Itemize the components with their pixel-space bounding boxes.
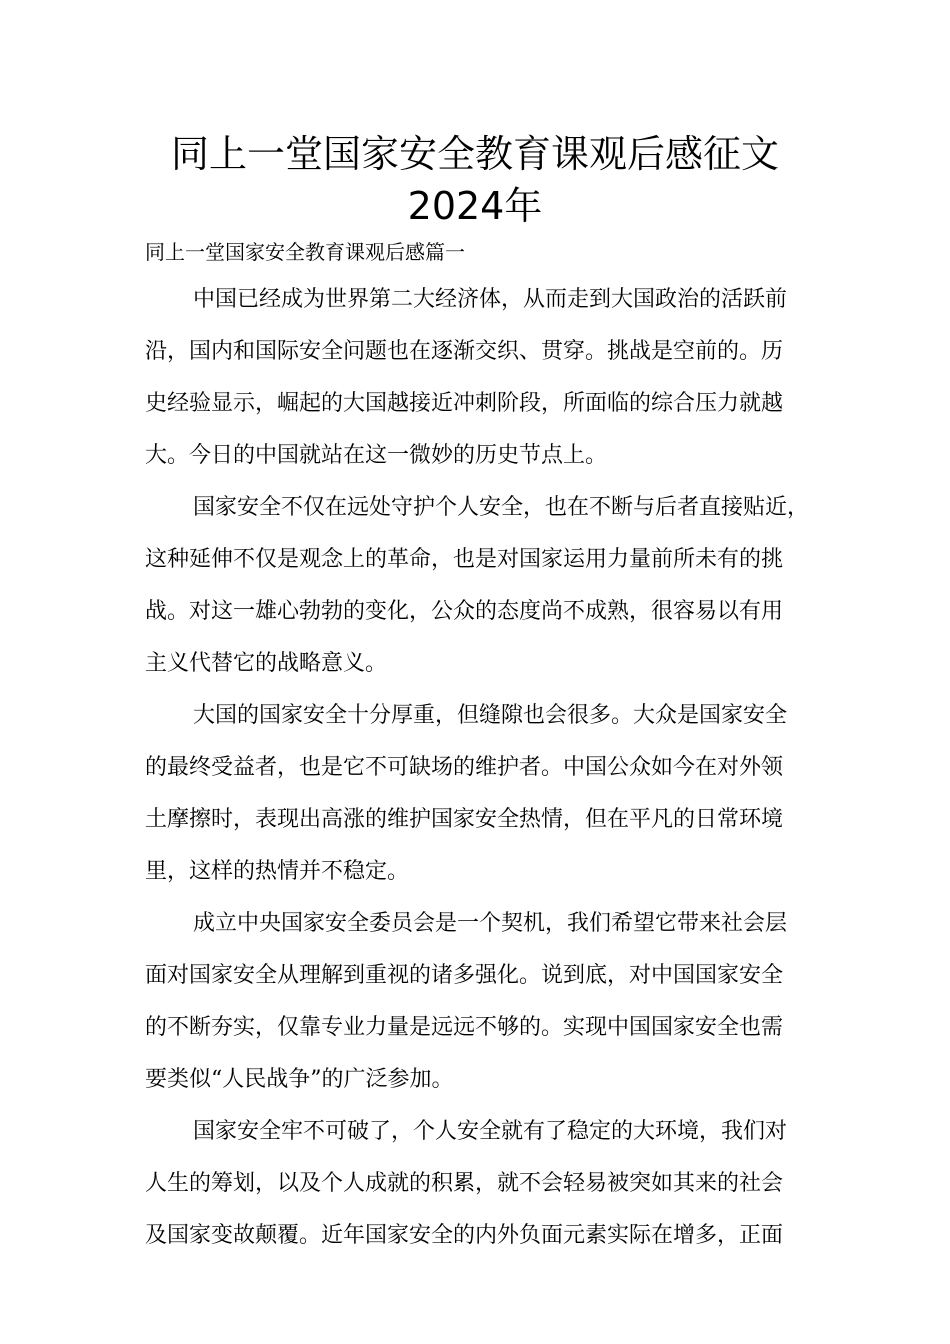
document-title-line-2: 2024年 (407, 184, 543, 228)
paragraph-line: 主义代替它的战略意义。 (145, 651, 388, 676)
paragraph-line: 战。对这一雄心勃勃的变化，公众的态度尚不成熟，很容易以有用 (145, 599, 784, 624)
section-heading: 同上一堂国家安全教育课观后感篇一 (145, 240, 465, 264)
paragraph-line: 这种延伸不仅是观念上的革命，也是对国家运用力量前所未有的挑 (145, 547, 784, 572)
paragraph-line: 史经验显示，崛起的大国越接近冲刺阶段，所面临的综合压力就越 (145, 391, 784, 416)
paragraph-line: 大国的国家安全十分厚重，但缝隙也会很多。大众是国家安全 (193, 703, 788, 728)
paragraph-line: 中国已经成为世界第二大经济体，从而走到大国政治的活跃前 (193, 287, 788, 312)
paragraph-line: 要类似“人民战争”的广泛参加。 (145, 1067, 454, 1092)
paragraph-line: 人生的筹划，以及个人成就的积累，就不会轻易被突如其来的社会 (145, 1171, 784, 1196)
paragraph-line: 的最终受益者，也是它不可缺场的维护者。中国公众如今在对外领 (145, 755, 784, 780)
paragraph-line: 大。今日的中国就站在这一微妙的历史节点上。 (145, 443, 608, 468)
paragraph-line: 成立中央国家安全委员会是一个契机，我们希望它带来社会层 (193, 911, 788, 936)
paragraph-line: 的不断夯实，仅靠专业力量是远远不够的。实现中国国家安全也需 (145, 1015, 784, 1040)
document-title-line-1: 同上一堂国家安全教育课观后感征文 (170, 132, 779, 176)
paragraph-line: 面对国家安全从理解到重视的诸多强化。说到底，对中国国家安全 (145, 963, 784, 988)
paragraph-line: 土摩擦时，表现出高涨的维护国家安全热情，但在平凡的日常环境 (145, 807, 784, 832)
paragraph-line: 国家安全不仅在远处守护个人安全，也在不断与后者直接贴近， (193, 495, 810, 520)
paragraph-line: 里，这样的热情并不稳定。 (145, 859, 410, 884)
paragraph-line: 及国家变故颠覆。近年国家安全的内外负面元素实际在增多，正面 (145, 1223, 784, 1248)
paragraph-line: 国家安全牢不可破了，个人安全就有了稳定的大环境，我们对 (193, 1119, 788, 1144)
paragraph-line: 沿，国内和国际安全问题也在逐渐交织、贯穿。挑战是空前的。历 (145, 339, 784, 364)
